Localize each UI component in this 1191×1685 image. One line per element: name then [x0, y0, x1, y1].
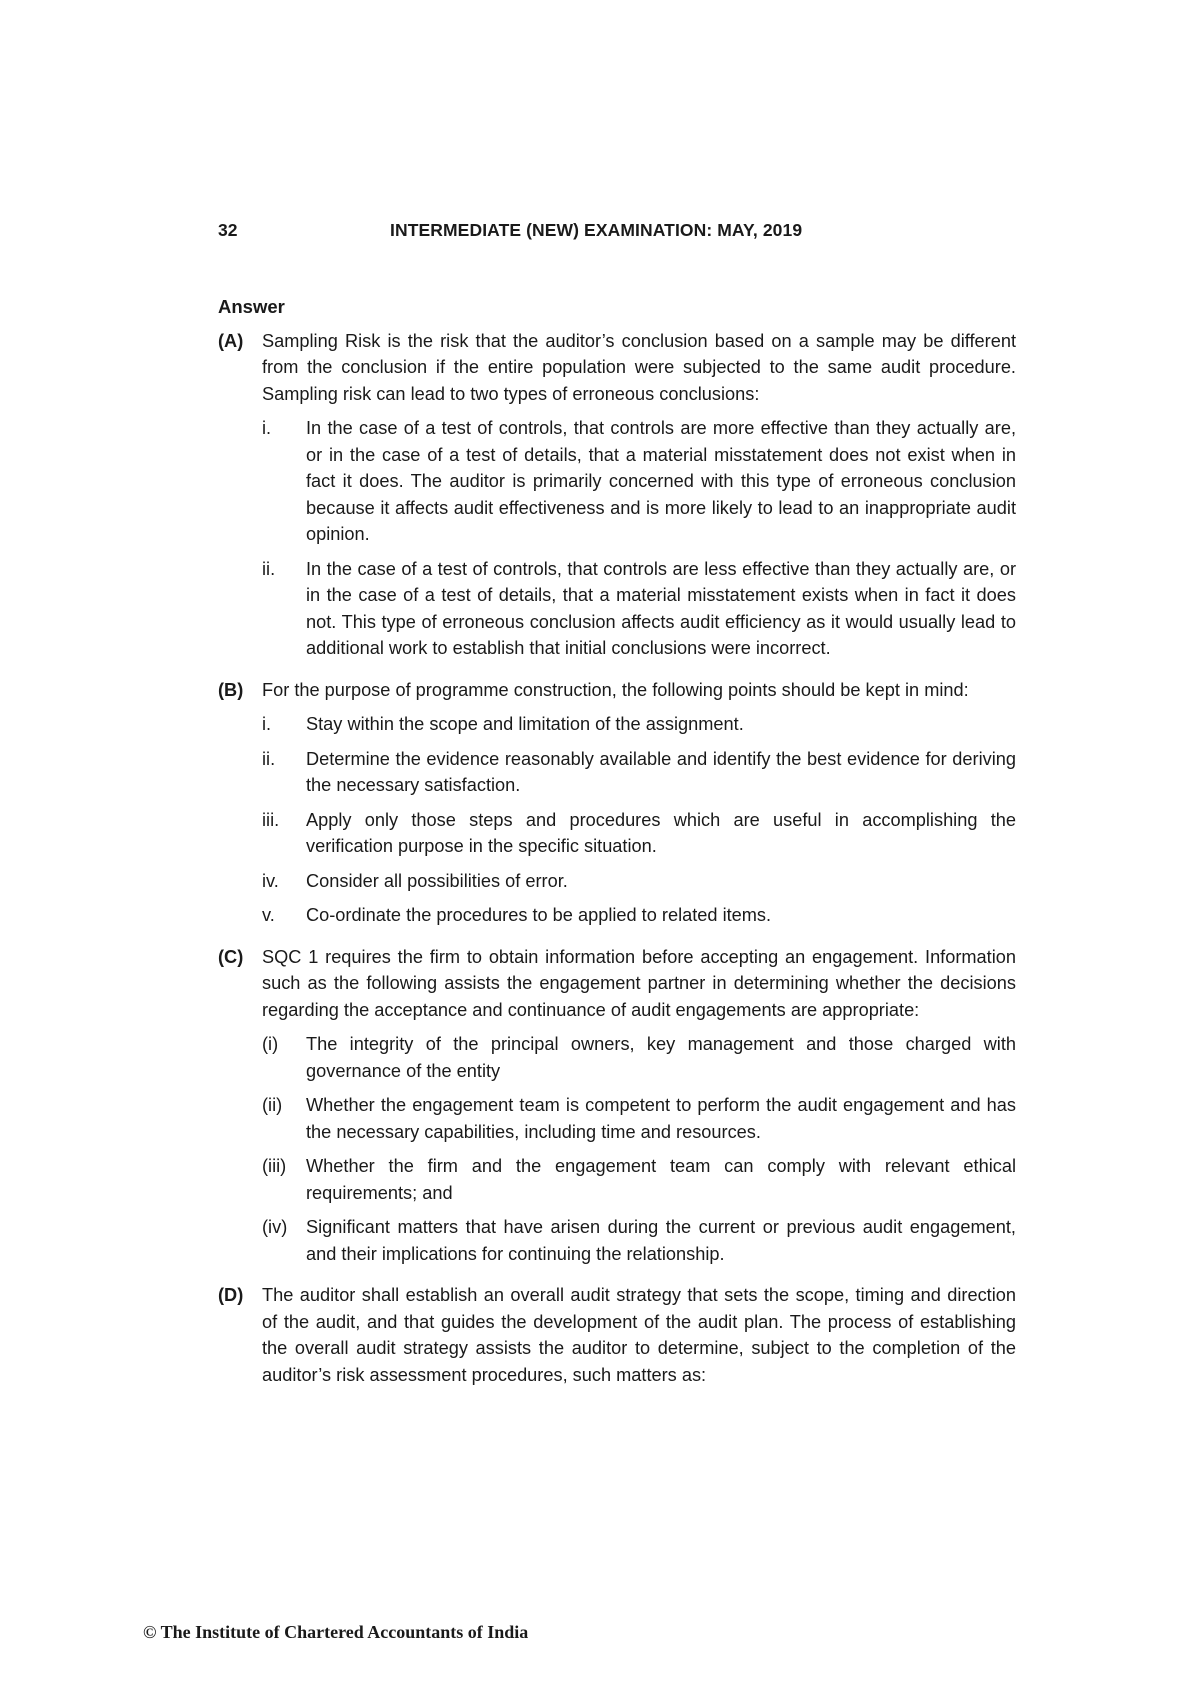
section-label: (D) [218, 1285, 244, 1305]
section-body [262, 328, 1016, 670]
list-item [262, 1214, 1016, 1267]
sub-list [262, 415, 1016, 662]
list-item-number: (iii) [262, 1156, 287, 1176]
section-intro: The auditor shall establish an overall audit strategy that sets the scope, timing and direction of the audit, and that guides the development of the audit plan. The process of establishing the overall audit strategy assists the auditor to determine, subject to the completion of the auditor’s risk assessment procedures, such matters as: [262, 1285, 1016, 1385]
list-item [262, 746, 1016, 799]
list-item-text: Apply only those steps and procedures which are useful in accomplishing the verification purpose in the specific situation. [306, 809, 1016, 856]
list-item-number: (i) [262, 1034, 279, 1054]
list-item-number: ii. [262, 558, 276, 579]
list-item [262, 1153, 1016, 1206]
list-item-number: iv. [262, 870, 279, 891]
answer-heading: Answer [218, 296, 285, 317]
section-a [218, 328, 1016, 670]
list-item [262, 556, 1016, 662]
list-item [262, 1031, 1016, 1084]
section-intro: Sampling Risk is the risk that the auditor’s conclusion based on a sample may be different from the conclusion if the entire population were subjected to the same audit procedure. Sampling risk can lead to two types of erroneous conclusions: [262, 330, 1016, 404]
copyright-footer: © The Institute of Chartered Accountants of India [143, 1622, 529, 1642]
answer-content [218, 294, 1016, 1395]
list-item [262, 711, 1016, 738]
list-item-number: i. [262, 714, 272, 734]
section-body [262, 1282, 1016, 1388]
list-item [262, 1092, 1016, 1145]
section-intro: For the purpose of programme construction, the following points should be kept in mind: [262, 679, 969, 700]
header-title: INTERMEDIATE (NEW) EXAMINATION: MAY, 2019 [390, 220, 803, 240]
list-item-text: Whether the engagement team is competent to perform the audit engagement and has the necessary capabilities, including time and resources. [306, 1095, 1016, 1142]
list-item-number: i. [262, 418, 272, 438]
list-item-text: In the case of a test of controls, that controls are more effective than they actually are, or in the case of a test of details, that a material misstatement does not exist when in fact it does. The auditor is primarily concerned with this type of erroneous conclusion because it affects audit effectiveness and is more likely to lead to an inappropriate audit opinion. [306, 418, 1016, 544]
list-item-text: Significant matters that have arisen during the current or previous audit engagement, and their implications for continuing the relationship. [306, 1217, 1016, 1264]
list-item-text: Consider all possibilities of error. [306, 870, 568, 891]
list-item-text: In the case of a test of controls, that controls are less effective than they actually are, or in the case of a test of details, that a material misstatement exists when in fact it does not. This type of erroneous conclusion affects audit efficiency as it would usually lead to additional work to establish that initial conclusions were incorrect. [306, 558, 1016, 658]
list-item [262, 415, 1016, 548]
list-item-number: (ii) [262, 1095, 283, 1115]
section-label: (C) [218, 946, 244, 967]
list-item-number: iii. [262, 809, 280, 830]
list-item [262, 868, 1016, 895]
list-item-text: Whether the firm and the engagement team can comply with relevant ethical requirements; and [306, 1156, 1016, 1203]
list-item-text: Stay within the scope and limitation of the assignment. [306, 714, 744, 734]
list-item-number: (iv) [262, 1217, 288, 1237]
section-c [218, 944, 1016, 1276]
section-label: (A) [218, 330, 244, 351]
page-header [218, 220, 1008, 250]
page-number: 32 [218, 220, 238, 240]
section-intro: SQC 1 requires the firm to obtain information before accepting an engagement. Information such as the following assists the engagement partner in determining whether the decisions regarding the acceptance and continuance of audit engagements are appropriate: [262, 946, 1016, 1020]
section-body [262, 944, 1016, 1276]
list-item [262, 902, 1016, 929]
list-item-number: v. [262, 905, 275, 925]
list-item-text: Co-ordinate the procedures to be applied to related items. [306, 905, 772, 925]
sub-list [262, 1031, 1016, 1267]
sub-list [262, 711, 1016, 929]
section-label: (B) [218, 679, 244, 700]
list-item-text: Determine the evidence reasonably available and identify the best evidence for deriving the necessary satisfaction. [306, 748, 1016, 795]
list-item-text: The integrity of the principal owners, key management and those charged with governance of the entity [306, 1034, 1016, 1081]
section-b [218, 677, 1016, 937]
section-body [262, 677, 1016, 937]
section-d [218, 1282, 1016, 1388]
list-item-number: ii. [262, 748, 276, 769]
list-item [262, 807, 1016, 860]
